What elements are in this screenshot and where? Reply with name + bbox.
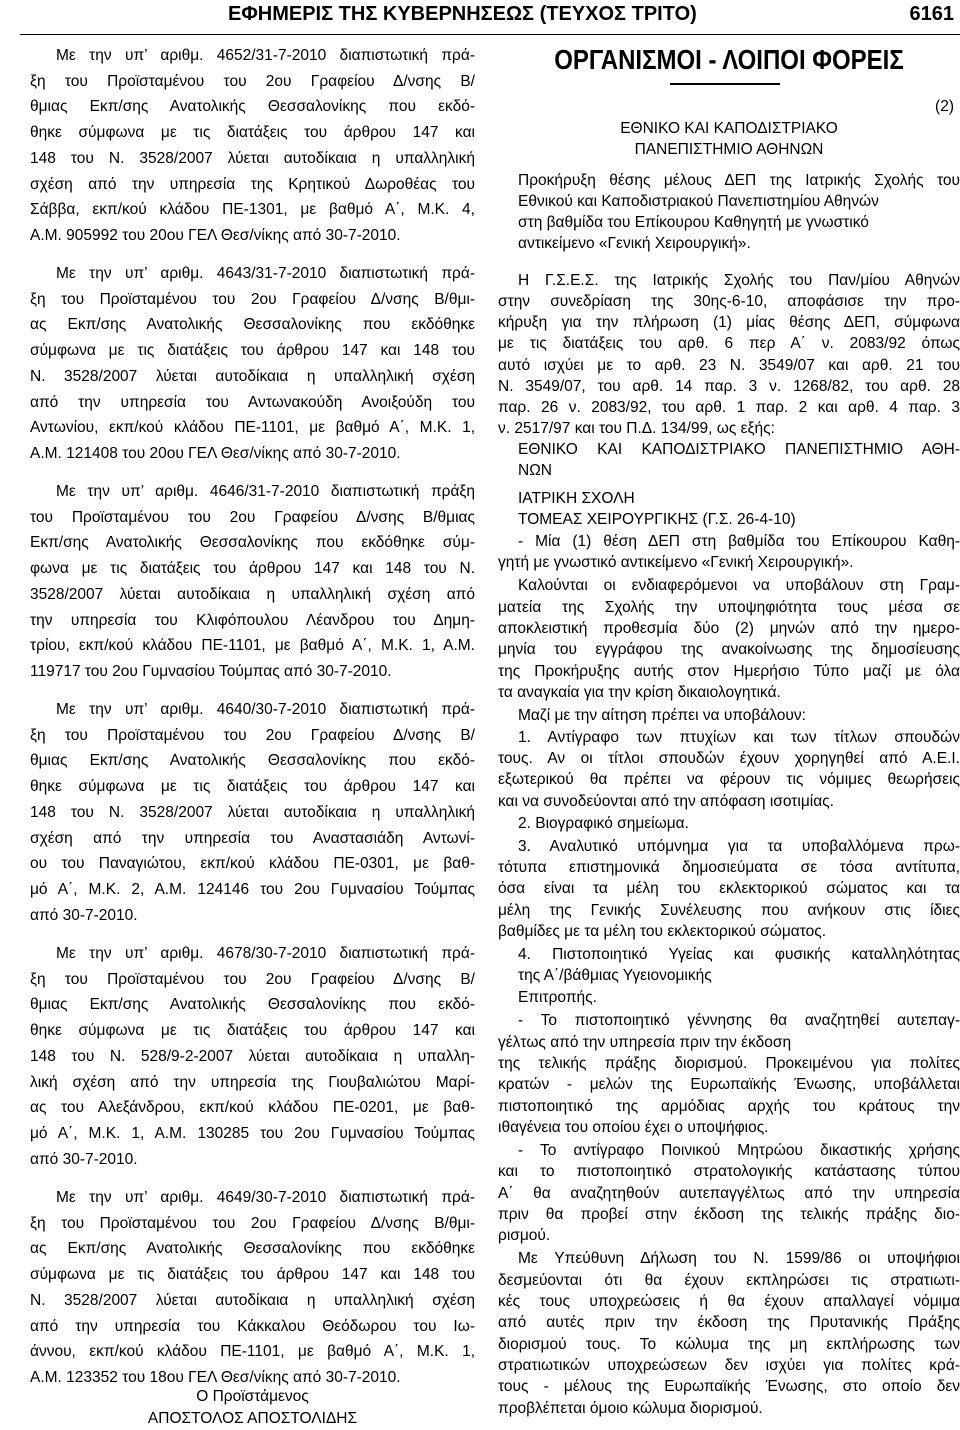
text-line: 3528/2007 λύεται αυτοδίκαια η υπαλληλική σχέση από — [30, 586, 475, 603]
text-line: Επιτροπής. — [518, 989, 597, 1006]
text-line: σύμφωνα με τις διατάξεις του άρθρου 147 και 148 του — [30, 342, 475, 359]
signature-name: ΑΠΟΣΤΟΛΟΣ ΑΠΟΣΤΟΛΙΔΗΣ — [147, 1410, 358, 1427]
text-line: από 30-7-2010. — [30, 907, 138, 924]
text-line: ΤΟΜΕΑΣ ΧΕΙΡΟΥΡΓΙΚΗΣ (Γ.Σ. 26-4-10) — [518, 511, 796, 528]
text-line: της τελικής πράξης διορισμού. Προκειμένου για πολίτες — [498, 1055, 960, 1072]
text-line: θηκε σύμφωνα με τις διατάξεις του άρθρου 147 και — [30, 1022, 475, 1039]
text-line: θηκε σύμφωνα με τις διατάξεις του άρθρου 147 και — [30, 778, 475, 795]
text-line: ιθαγένεια του οποίου έχει ο υποψήφιος. — [498, 1119, 769, 1136]
text-line: με τις διατάξεις του αρθ. 6 περ Α΄ ν. 2083/92 όπως — [498, 335, 960, 352]
text-line: Με την υπ’ αριθμ. 4678/30-7-2010 διαπιστωτική πρά- — [56, 945, 475, 962]
text-line: Με Υπεύθυνη Δήλωση του Ν. 1599/86 οι υποψήφιοι — [518, 1250, 960, 1267]
text-line: λική σχέση από την υπηρεσία της Γιουβαλιώτου Μαρί- — [30, 1074, 475, 1091]
text-line: πριν θα προβεί στην έκδοση της τελικής πράξης διο- — [498, 1206, 960, 1223]
text-line: θμιας Εκπ/σης Ανατολικής Θεσσαλονίκης που εκδό- — [30, 98, 475, 115]
text-line: Προκήρυξη θέσης μέλους ΔΕΠ της Ιατρικής Σχολής του — [518, 172, 960, 189]
text-line: ματεία της Σχολής την υποψηφιότητα τους μέσα σε — [498, 599, 960, 616]
text-line: ας Εκπ/σης Ανατολικής Θεσσαλονίκης που εκδόθηκε — [30, 316, 475, 333]
text-line: την υπηρεσία του Κλιφόπουλου Λέανδρου του Δημη- — [30, 612, 475, 629]
text-line: 1. Αντίγραφο των πτυχίων και των τίτλων σπουδών — [518, 729, 960, 746]
text-line: της Α΄/βάθμιας Υγειονομικής — [518, 967, 712, 984]
text-line: Ν. 3528/2007 λύεται αυτοδίκαια η υπαλληλική σχέση — [30, 368, 475, 385]
text-line: παρ. 26 ν. 2083/92, του αρθ. 1 παρ. 2 και αρθ. 4 παρ. 3 — [498, 399, 960, 416]
text-line: κήρυξη για την πλήρωση (1) μίας θέσης ΔΕΠ, σύμφωνα — [498, 314, 960, 331]
text-line: τα αναγκαία για την κρίση δικαιολογητικά. — [498, 684, 781, 701]
text-line: ξη του Προϊσταμένου του 2ου Γραφείου Δ/νσης Β/ — [30, 73, 475, 90]
text-line: Ν. 3528/2007 λύεται αυτοδίκαια η υπαλληλική σχέση — [30, 1292, 475, 1309]
text-line: ρισμού. — [498, 1227, 551, 1244]
right-column — [498, 0, 960, 1430]
text-line: από την υπηρεσία του Κάκκαλου Θεόδωρου του Ιω- — [30, 1318, 475, 1335]
text-line: μό Α΄, Μ.Κ. 1, Α.Μ. 130285 του 2ου Γυμνασίου Τούμπας — [30, 1125, 475, 1142]
text-line: ας του Αλεξάνδρου, εκπ/κού κλάδου ΠΕ-0201, με βαθ- — [30, 1099, 475, 1116]
text-line: ας Εκπ/σης Ανατολικής Θεσσαλονίκης που εκδόθηκε — [30, 1240, 475, 1257]
text-line: Με την υπ’ αριθμ. 4646/31-7-2010 διαπιστωτική πράξη — [56, 483, 475, 500]
text-line: μό Α΄, Μ.Κ. 2, Α.Μ. 124146 του 2ου Γυμνασίου Τούμπας — [30, 881, 475, 898]
text-line: 148 του Ν. 528/9-2-2007 λύεται αυτοδίκαια η υπαλλη- — [30, 1048, 475, 1065]
text-line: μέλη της Γενικής Συνέλευσης που ανήκουν στις ίδιες — [498, 902, 960, 919]
text-line: κές τους υποχρεώσεις ή θα έχουν απαλλαγεί νόμιμα — [498, 1293, 960, 1310]
text-line: Α΄ θα αναζητηθούν αυτεπαγγέλτως από την υπηρεσία — [498, 1185, 960, 1202]
text-line: Α.Μ. 905992 του 20ου ΓΕΛ Θεσ/νίκης από 30-7-2010. — [30, 227, 401, 244]
text-line: προβλέπεται όμοιο κώλυμα διορισμού. — [498, 1400, 763, 1417]
text-line: 119717 του 2ου Γυμνασίου Τούμπας από 30-7-2010. — [30, 663, 392, 680]
text-line: όσα είναι τα μέλη του εκλεκτορικού σώματος και τα — [498, 880, 960, 897]
text-line: Με την υπ’ αριθμ. 4640/30-7-2010 διαπιστωτική πρά- — [56, 701, 475, 718]
left-column — [30, 0, 475, 1430]
text-line: δεσμεύονται ότι θα έχουν εκπληρώσει τις στρατιωτι- — [498, 1272, 960, 1289]
text-line: τότυπα επιστημονικά δημοσιεύματα σε τόσα αντίτυπα, — [498, 859, 960, 876]
text-line: τους. Αν οι τίτλοι σπουδών έχουν χορηγηθεί από Α.Ε.Ι. — [498, 750, 960, 767]
section-title: ΟΡΓΑΝΙΣΜΟΙ - ΛΟΙΠΟΙ ΦΟΡΕΙΣ — [554, 44, 904, 76]
text-line: ΕΘΝΙΚΟ ΚΑΙ ΚΑΠΟΔΙΣΤΡΙΑΚΟ ΠΑΝΕΠΙΣΤΗΜΙΟ ΑΘΗ- — [518, 441, 960, 458]
text-line: ξη του Προϊσταμένου του 2ου Γραφείου Δ/νσης Β/θμι- — [30, 291, 475, 308]
text-line: και το πιστοποιητικό στρατολογικής κατάστασης τύπου — [498, 1163, 960, 1180]
text-line: Καλούνται οι ενδιαφερόμενοι να υποβάλουν στη Γραμ- — [518, 577, 960, 594]
text-line: θμιας Εκπ/σης Ανατολικής Θεσσαλονίκης που εκδό- — [30, 752, 475, 769]
text-line: ΕΘΝΙΚΟ ΚΑΙ ΚΑΠΟΔΙΣΤΡΙΑΚΟ — [620, 120, 838, 137]
text-line: 4. Πιστοποιητικό Υγείας και φυσικής καταλληλότητας — [518, 946, 960, 963]
text-line: ΝΩΝ — [518, 462, 552, 479]
text-line: 2. Βιογραφικό σημείωμα. — [518, 815, 689, 832]
text-line: Με την υπ’ αριθμ. 4649/30-7-2010 διαπιστωτική πρά- — [56, 1189, 475, 1206]
text-line: 3. Αναλυτικό υπόμνημα για τα υποβαλλόμενα πρω- — [518, 838, 960, 855]
text-line: από αυτές πριν την έκδοση της Πρυτανικής Πράξης — [498, 1314, 960, 1331]
text-line: αντικείμενο «Γενική Χειρουργική». — [518, 235, 751, 252]
text-line: ξη του Προϊσταμένου του 2ου Γραφείου Δ/νσης Β/ — [30, 727, 475, 744]
text-line: γέλτως από την υπηρεσία πριν την έκδοση — [498, 1034, 792, 1051]
text-line: - Το αντίγραφο Ποινικού Μητρώου δικαστικής χρήσης — [518, 1142, 960, 1159]
text-line: ξη του Προϊσταμένου του 2ου Γραφείου Δ/νσης Β/θμι- — [30, 1215, 475, 1232]
gazette-title: ΕΦΗΜΕΡΙΣ ΤΗΣ ΚΥΒΕΡΝΗΣΕΩΣ (ΤΕΥΧΟΣ ΤΡΙΤΟ) — [228, 3, 697, 25]
text-line: Εθνικού και Καποδιστριακού Πανεπιστημίου Αθηνών — [518, 193, 879, 210]
text-line: βαθμίδες με τα μέλη του εκλεκτορικού σώματος. — [498, 923, 827, 940]
text-line: άννου, εκπ/κού κλάδου ΠΕ-1101, με βαθμό Α΄, Μ.Κ. 1, — [30, 1343, 475, 1360]
text-line: σχέση από την υπηρεσία της Κρητικού Δωροθέας του — [30, 176, 475, 193]
text-line: πιστοποιητικό της αρμόδιας αρχής του κράτους την — [498, 1098, 960, 1115]
text-line: γητή με γνωστικό αντικείμενο «Γενική Χειρουργική». — [498, 554, 854, 571]
text-line: θηκε σύμφωνα με τις διατάξεις του άρθρου 147 και — [30, 124, 475, 141]
text-line: και να συνοδεύονται από την απόφαση ισοτιμίας. — [498, 793, 834, 810]
text-line: στρατιωτικών υποχρεώσεων δεν ισχύει για πολίτες κρά- — [498, 1357, 960, 1374]
text-line: Η Γ.Σ.Ε.Σ. της Ιατρικής Σχολής του Παν/μίου Αθηνών — [518, 272, 960, 289]
text-line: Αντωνίου, εκπ/κού κλάδου ΠΕ-1101, με βαθμό Α΄, Μ.Κ. 1, — [30, 419, 475, 436]
text-line: ΠΑΝΕΠΙΣΤΗΜΙΟ ΑΘΗΝΩΝ — [634, 141, 824, 158]
text-line: θμιας Εκπ/σης Ανατολικής Θεσσαλονίκης που εκδό- — [30, 996, 475, 1013]
text-line: Ν. 3549/07, του αρθ. 14 παρ. 3 ν. 1268/82, του αρθ. 28 — [498, 378, 960, 395]
text-line: στην συνεδρίαση της 30ης-6-10, αποφάσισε την προ- — [498, 293, 960, 310]
text-line: Α.Μ. 123352 του 18ου ΓΕΛ Θεσ/νίκης από 30-7-2010. — [30, 1369, 401, 1386]
text-line: από την υπηρεσία του Αντωνακούδη Ανοιξούδη του — [30, 394, 475, 411]
text-line: Σάββα, εκπ/κού κλάδου ΠΕ-1301, με βαθμό Α΄, Μ.Κ. 4, — [30, 201, 475, 218]
text-line: εξωτερικού θα πρέπει να φέρουν τις νόμιμες θεωρήσεις — [498, 771, 960, 788]
text-line: ξη του Προϊσταμένου του 2ου Γραφείου Δ/νσης Β/ — [30, 971, 475, 988]
page-number: 6161 — [909, 3, 954, 25]
text-line: 148 του Ν. 3528/2007 λύεται αυτοδίκαια η υπαλληλική — [30, 150, 475, 167]
text-line: ΙΑΤΡΙΚΗ ΣΧΟΛΗ — [518, 490, 635, 507]
text-line: από 30-7-2010. — [30, 1151, 138, 1168]
text-line: σύμφωνα με τις διατάξεις του άρθρου 147 και 148 του — [30, 1266, 475, 1283]
text-line: σχέση από την υπηρεσία του Αναστασιάδη Αντωνί- — [30, 830, 475, 847]
text-line: κρατών - μελών της Ευρωπαϊκής Ένωσης, υποβάλλεται — [498, 1076, 960, 1093]
text-line: Με την υπ’ αριθμ. 4643/31-7-2010 διαπιστωτική πρά- — [56, 265, 475, 282]
text-line: στη βαθμίδα του Επίκουρου Καθηγητή με γνωστικό — [518, 214, 869, 231]
text-line: - Το πιστοποιητικό γέννησης θα αναζητηθεί αυτεπαγ- — [518, 1012, 960, 1029]
text-line: μηνία του εγγράφου της ανακοίνωσης της δημοσίευσης — [498, 641, 960, 658]
text-line: - Μία (1) θέση ΔΕΠ στη βαθμίδα του Επίκουρου Καθη- — [518, 533, 960, 550]
text-line: τους - μέλους της Ευρωπαϊκής Ένωσης, στο οποίο δεν — [498, 1378, 960, 1395]
section-title-underline — [670, 83, 780, 85]
text-line: αυτό ισχύει με το αρθ. 23 Ν. 3549/07 και αρθ. 21 του — [498, 357, 960, 374]
text-line: ν. 2517/97 και του Π.Δ. 134/99, ως εξής: — [498, 420, 775, 437]
text-line: διορισμού τους. Το κώλυμα της μη εκπλήρωσης των — [498, 1336, 960, 1353]
text-line: Με την υπ’ αριθμ. 4652/31-7-2010 διαπιστωτική πρά- — [56, 47, 475, 64]
text-line: της Προκήρυξης αυτής στον Ημερήσιο Τύπο μαζί με όλα — [498, 663, 960, 680]
text-line: Μαζί με την αίτηση πρέπει να υποβάλουν: — [518, 707, 806, 724]
text-line: φωνα με τις διατάξεις του άρθρου 147 και 148 του Ν. — [30, 560, 475, 577]
text-line: του Προϊσταμένου του 2ου Γραφείου Δ/νσης Β/θμιας — [30, 509, 475, 526]
signature-title: Ο Προϊστάμενος — [196, 1388, 309, 1405]
text-line: ου του Παναγιώτου, εκπ/κού κλάδου ΠΕ-0301, με βαθ- — [30, 855, 475, 872]
text-line: τρίου, εκπ/κού κλάδου ΠΕ-1101, με βαθμό Α΄, Μ.Κ. 1, Α.Μ. — [30, 637, 475, 654]
text-line: αποκλειστική προθεσμία δύο (2) μηνών από την ημερο- — [498, 620, 960, 637]
text-line: Εκπ/σης Ανατολικής Θεσσαλονίκης που εκδόθηκε σύμ- — [30, 534, 475, 551]
text-line: 148 του Ν. 3528/2007 λύεται αυτοδίκαια η υπαλληλική — [30, 804, 475, 821]
item-number: (2) — [935, 98, 954, 115]
text-line: Α.Μ. 121408 του 20ου ΓΕΛ Θεσ/νίκης από 30-7-2010. — [30, 445, 401, 462]
